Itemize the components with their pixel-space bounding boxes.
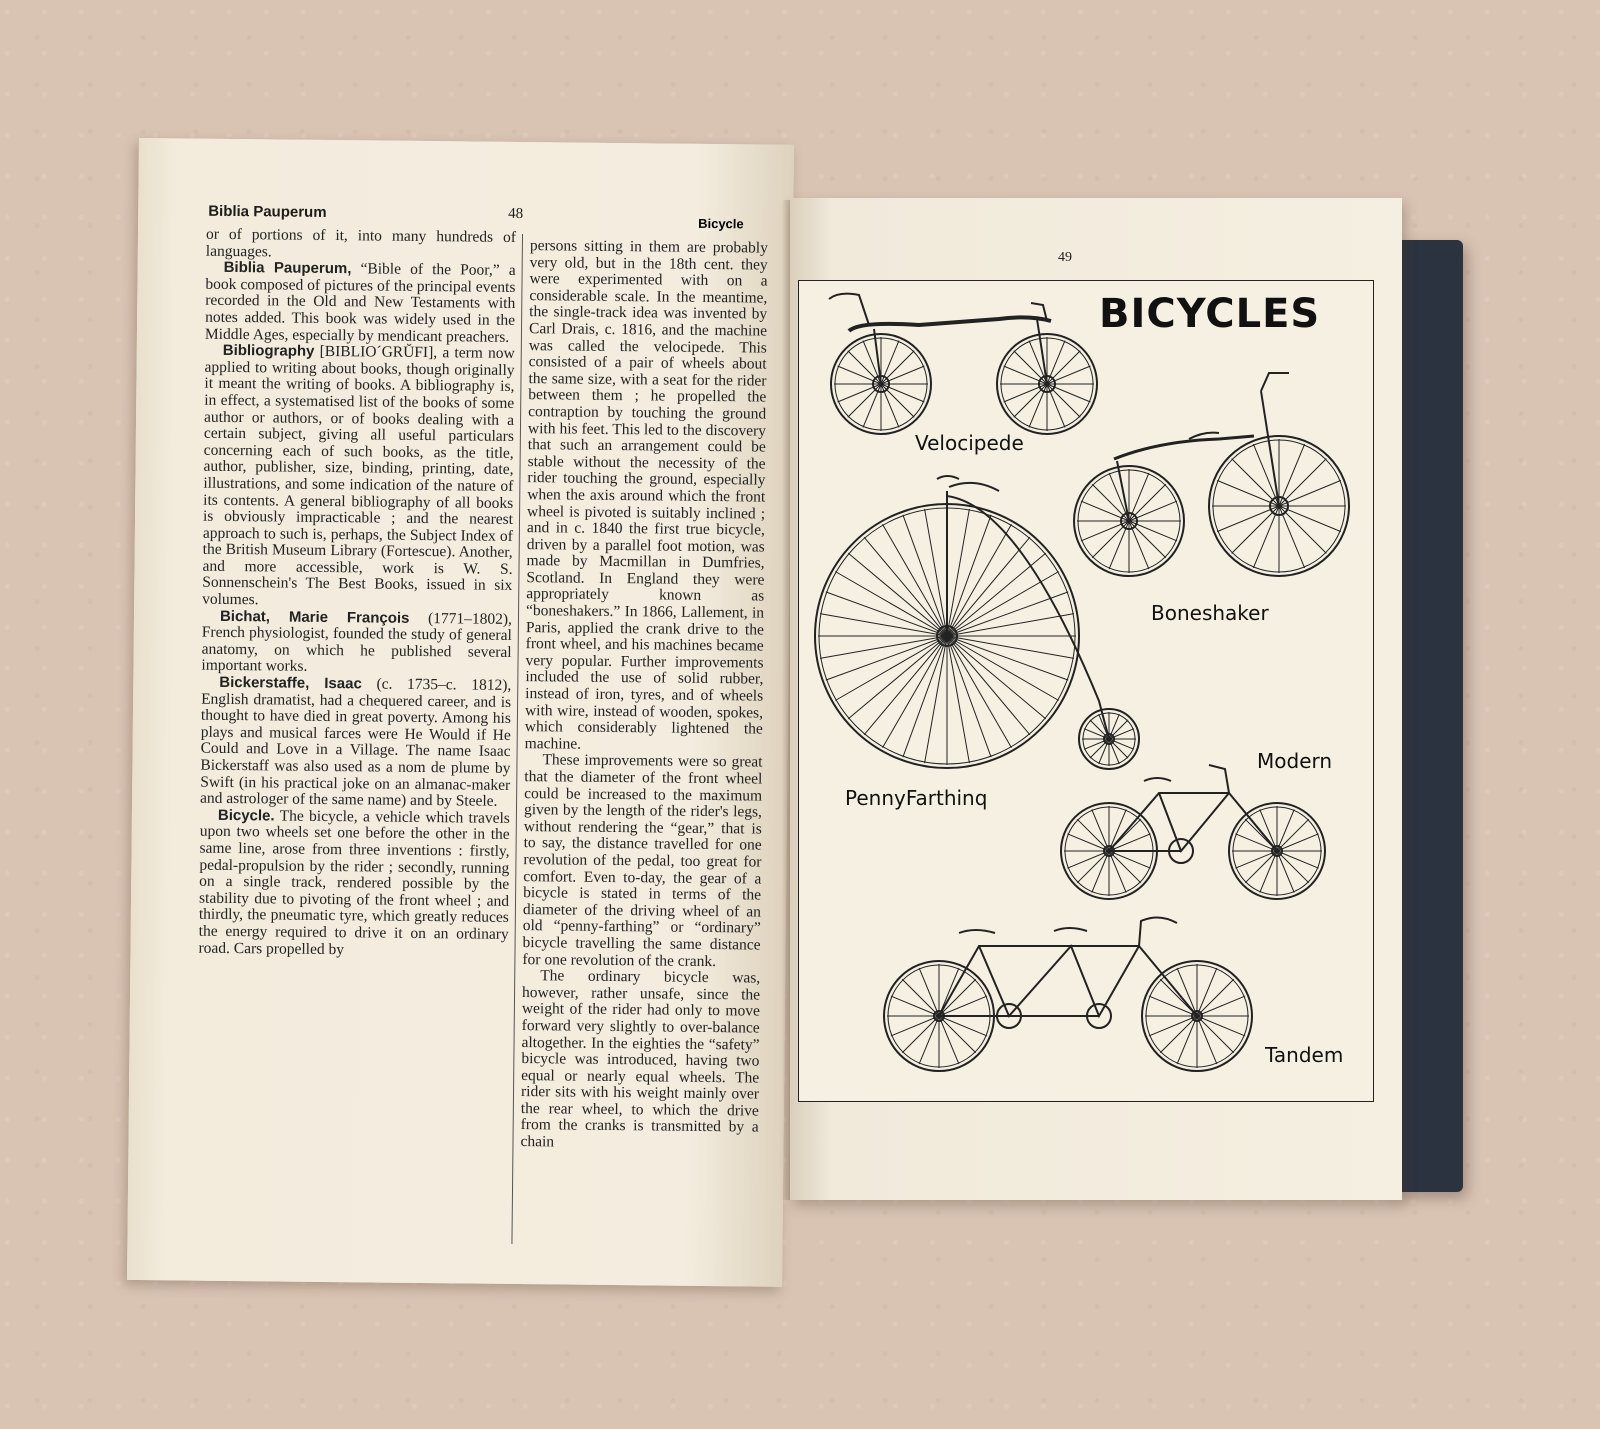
running-head-title: Biblia Pauperum bbox=[208, 202, 327, 221]
label-boneshaker: Boneshaker bbox=[1151, 601, 1269, 625]
wheel-spoke bbox=[1109, 851, 1141, 883]
entry-paragraph bbox=[202, 343, 515, 612]
wheel-spoke bbox=[1047, 351, 1080, 384]
wheel-spoke bbox=[1109, 819, 1141, 851]
tandem-bicycle-drawing bbox=[884, 917, 1252, 1071]
wheel-spoke bbox=[1077, 819, 1109, 851]
plate-title: BICYCLES bbox=[1099, 291, 1321, 337]
entry-headword: Bibliography bbox=[222, 342, 315, 361]
wheel-spoke bbox=[1092, 521, 1129, 558]
text-column-2 bbox=[520, 238, 768, 1153]
label-modern: Modern bbox=[1257, 749, 1333, 773]
running-head-bicycle: Bicycle bbox=[698, 215, 744, 232]
boneshaker-drawing bbox=[1074, 373, 1349, 576]
wheel-spoke bbox=[1232, 506, 1279, 553]
page-number-49: 49 bbox=[1058, 250, 1072, 265]
entry-paragraph bbox=[205, 260, 516, 346]
right-page bbox=[790, 198, 1402, 1200]
penny-farthing-drawing bbox=[815, 476, 1139, 769]
wheel-spoke bbox=[848, 384, 881, 417]
wheel-spoke bbox=[881, 351, 914, 384]
entry-text: (1771–1802), French physiologist, founded the study of general anatomy, on which he published several important works. bbox=[201, 609, 513, 676]
wheel-spoke bbox=[1077, 851, 1109, 883]
entry-text: (c. 1735–c. 1812), English dramatist, had a chequered career, and is thought to have died in great poverty. Among his plays and musical farces were He Would if He Could and Love in a Village. The name Isaac Bickerstaff was also used as a nom de plume by Swift (in his practical joke on an almanac-maker and astrologer of the same name) and by Steele. bbox=[199, 675, 512, 810]
wheel-spoke bbox=[1277, 851, 1309, 883]
wheel-spoke bbox=[1197, 1016, 1234, 1053]
wheel-spoke bbox=[1160, 1016, 1197, 1053]
wheel-spoke bbox=[848, 351, 881, 384]
wheel-spoke bbox=[881, 384, 914, 417]
entry-text: “Bible of the Poor,” a book composed of pictures of the principal events recorded in the Old and New Testaments with notes added. This book was widely used in the Middle Ages, especially by mendicant preachers. bbox=[204, 260, 516, 346]
label-velocipede: Velocipede bbox=[915, 431, 1024, 455]
entry-headword: Bicycle. bbox=[217, 806, 275, 825]
book-cover bbox=[1395, 240, 1463, 1192]
entry-paragraph bbox=[198, 807, 510, 960]
entry-headword: Bickerstaffe, Isaac bbox=[219, 673, 362, 693]
wheel-spoke bbox=[1245, 851, 1277, 883]
wheel-spoke bbox=[1129, 521, 1166, 558]
entry-text: The bicycle, a vehicle which travels upon two wheels set one before the other in the same line, arose from three inventions : firstly, pedal-propulsion by the rider ; secondly, running on a single track, rendered possible by the stability due to pivoting of the front wheel ; and thirdly, the pneumatic tyre, which greatly reduces the energy required to drive it on an ordinary road. Cars propelled by bbox=[198, 807, 510, 958]
wheel-spoke bbox=[1014, 384, 1047, 417]
wheel-spoke bbox=[1279, 459, 1326, 506]
label-tandem: Tandem bbox=[1265, 1043, 1344, 1067]
wheel-spoke bbox=[1109, 739, 1128, 758]
wheel-spoke bbox=[1090, 739, 1109, 758]
wheel-spoke bbox=[1279, 506, 1326, 553]
body-paragraph: persons sitting in them are probably very old, but in the 18th cent. they were experimented with on a considerable scale. In the meantime, the single-track idea was invented by Carl Drais, c. 1816, and the machine was called the velocipede. This consisted of a pair of wheels about the same size, with a seat for the rider between them ; he propelled the contraption by touching the ground with his feet. This led to the discovery that such an arrangement could be stable without the necessity of the rider touching the ground, especially when the axis around which the front wheel is pivoted is suitably inclined ; and in c. 1840 the first true bicycle, driven by a parallel foot motion, was made by Macmillan in Dumfries, Scotland. In England they were appropriately known as “boneshakers.” In 1866, Lallement, in Paris, applied the crank drive to the front wheel, and his machines became very popular. Further improvements included the use of solid rubber, instead of iron, tyres, and of wheels with wire, instead of wooden, spokes, which considerably lightened the machine. bbox=[524, 237, 768, 753]
entry-text: or of portions of it, into many hundreds of languages. bbox=[205, 225, 517, 260]
body-paragraph: These improvements were so great that the diameter of the front wheel could be increased to the maximum given by the length of the rider's legs, without rendering the “gear,” that is to say, the distance travelled for one revolution of the pedal, too great for comfort. Even to-day, the gear of a bicycle is stated in terms of the diameter of the driving wheel of an old “penny-farthing” or “ordinary” bicycle travelling the same distance for one revolution of the crank. bbox=[522, 751, 763, 970]
wheel-spoke bbox=[1277, 819, 1309, 851]
entry-headword: Bichat, Marie François bbox=[219, 607, 410, 627]
modern-bicycle-drawing bbox=[1061, 765, 1325, 899]
page-number-48: 48 bbox=[508, 205, 524, 223]
entry-headword: Biblia Pauperum, bbox=[223, 259, 352, 278]
entry-paragraph bbox=[201, 608, 512, 678]
left-page bbox=[127, 138, 794, 1287]
entry-paragraph bbox=[200, 675, 511, 811]
illustration-plate bbox=[798, 280, 1374, 1102]
bicycle-illustrations bbox=[799, 281, 1373, 1101]
wheel-spoke bbox=[1245, 819, 1277, 851]
wheel-spoke bbox=[1197, 979, 1234, 1016]
label-penny-farthing: PennyFarthinq bbox=[845, 786, 988, 810]
wheel-spoke bbox=[1160, 979, 1197, 1016]
body-paragraph: The ordinary bicycle was, however, rather unsafe, since the weight of the rider had only to move forward very slightly to over-balance altogether. In the eighties the “safety” bicycle was introduced, having two equal or nearly equal wheels. The rider sits with his weight mainly over the rear wheel, to which the drive from the cranks is transmitted by a chain bbox=[520, 967, 761, 1151]
wheel-spoke bbox=[1047, 384, 1080, 417]
wheel-spoke bbox=[902, 1016, 939, 1053]
wheel-spoke bbox=[902, 979, 939, 1016]
velocipede-drawing bbox=[829, 294, 1097, 434]
entry-paragraph bbox=[206, 227, 516, 263]
wheel-spoke bbox=[939, 1016, 976, 1053]
entry-text: [BIBLIO´GRŬFI], a term now applied to writing about books, though originally it meant the writing of books. A bibliography is, in effect, a systematised list of the books of some author or authors, or of books dealing with a certain subject, giving all useful particulars concerning each of such books, as the title, author, publisher, size, binding, printing, date, illustrations, and some indication of the nature of its contents. A general bibliography of all books is obviously impracticable ; and the nearest approach to such is, perhaps, the Subject Index of the British Museum Library (Fortescue). Another, and more accessible, work is W. S. Sonnenschein's The Best Books, issued in six volumes. bbox=[202, 343, 515, 609]
wheel-spoke bbox=[1129, 484, 1166, 521]
wheel-spoke bbox=[1109, 720, 1128, 739]
text-column-1 bbox=[198, 227, 516, 960]
